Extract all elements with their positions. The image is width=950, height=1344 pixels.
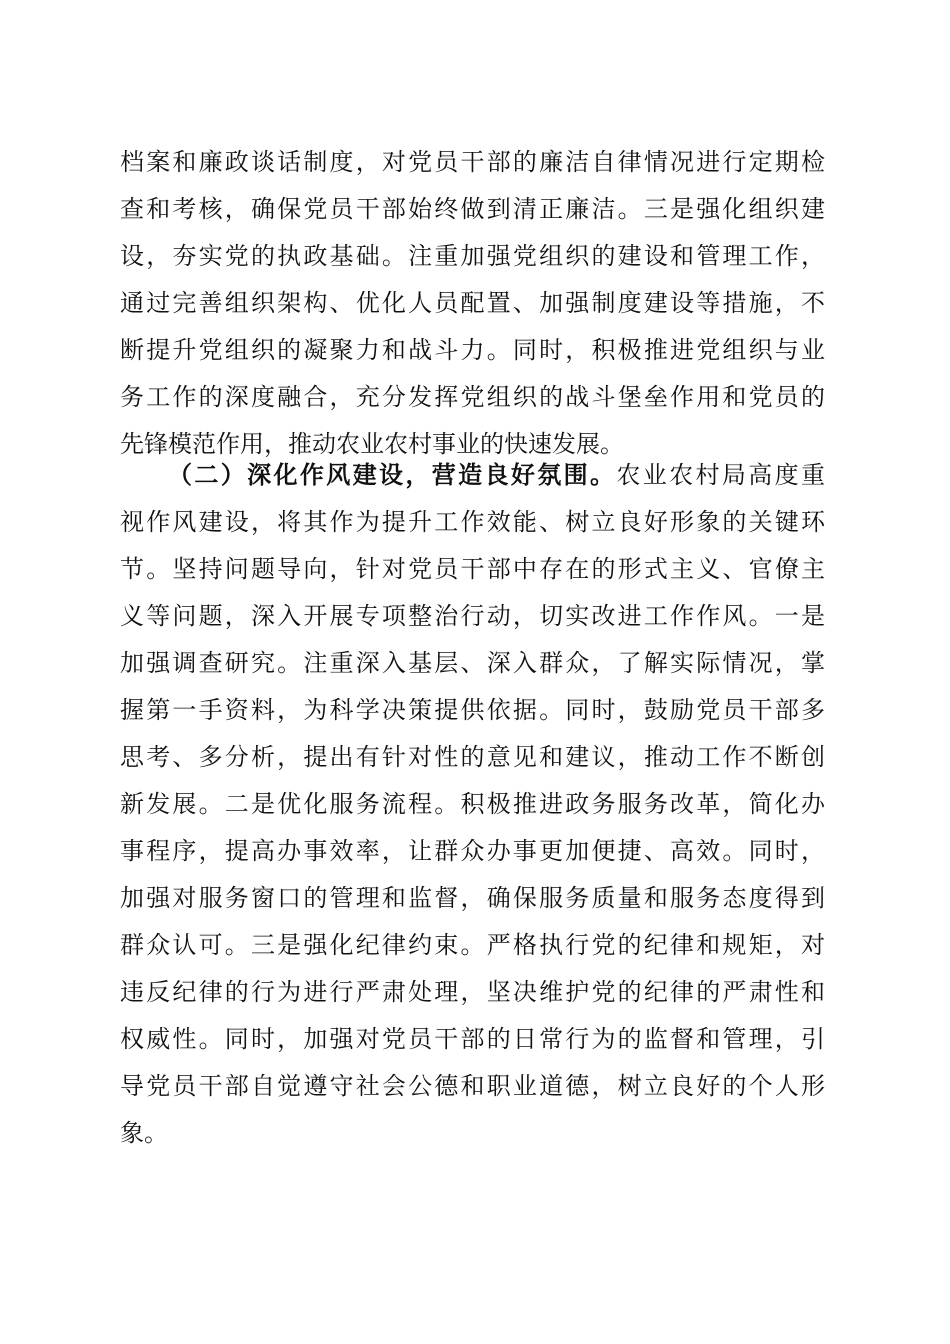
paragraph1-line-5: 断提升党组织的凝聚力和战斗力。同时，积极推进党组织与业 <box>120 336 825 364</box>
paragraph2-line-15: 象。 <box>120 1119 168 1147</box>
paragraph2-line-13: 权威性。同时，加强对党员干部的日常行为的监督和管理，引 <box>120 1025 825 1053</box>
paragraph2-line-14: 导党员干部自觉遵守社会公德和职业道德，树立良好的个人形 <box>120 1072 825 1100</box>
paragraph2-line-1-rest: 农业农村局高度重 <box>616 461 825 489</box>
paragraph1-line-4: 通过完善组织架构、优化人员配置、加强制度建设等措施，不 <box>120 289 825 317</box>
paragraph1-line-7: 先锋模范作用，推动农业农村事业的快速发展。 <box>120 430 624 458</box>
paragraph2-line-9: 事程序，提高办事效率，让群众办事更加便捷、高效。同时， <box>120 837 825 865</box>
paragraph2-line-5: 加强调查研究。注重深入基层、深入群众，了解实际情况，掌 <box>120 649 825 677</box>
paragraph2-line-3: 节。坚持问题导向，针对党员干部中存在的形式主义、官僚主 <box>120 555 825 583</box>
paragraph2-line-11: 群众认可。三是强化纪律约束。严格执行党的纪律和规矩，对 <box>120 931 825 959</box>
paragraph2-line-2: 视作风建设，将其作为提升工作效能、树立良好形象的关键环 <box>120 508 825 536</box>
paragraph1-line-2: 查和考核，确保党员干部始终做到清正廉洁。三是强化组织建 <box>120 195 825 223</box>
paragraph2-line-12: 违反纪律的行为进行严肃处理，坚决维护党的纪律的严肃性和 <box>120 978 825 1006</box>
paragraph1-line-3: 设，夯实党的执政基础。注重加强党组织的建设和管理工作， <box>120 242 825 270</box>
paragraph2-line-10: 加强对服务窗口的管理和监督，确保服务质量和服务态度得到 <box>120 884 825 912</box>
section-heading: （二）深化作风建设，营造良好氛围。 <box>168 460 617 489</box>
paragraph2-line-7: 思考、多分析，提出有针对性的意见和建议，推动工作不断创 <box>120 743 825 771</box>
paragraph2-line-1 <box>168 452 825 498</box>
paragraph1-line-1: 档案和廉政谈话制度，对党员干部的廉洁自律情况进行定期检 <box>120 148 825 176</box>
paragraph2-line-4: 义等问题，深入开展专项整治行动，切实改进工作作风。一是 <box>120 602 825 630</box>
paragraph1-line-6: 务工作的深度融合，充分发挥党组织的战斗堡垒作用和党员的 <box>120 383 825 411</box>
paragraph2-line-6: 握第一手资料，为科学决策提供依据。同时，鼓励党员干部多 <box>120 696 825 724</box>
paragraph2-line-8: 新发展。二是优化服务流程。积极推进政务服务改革，简化办 <box>120 790 825 818</box>
